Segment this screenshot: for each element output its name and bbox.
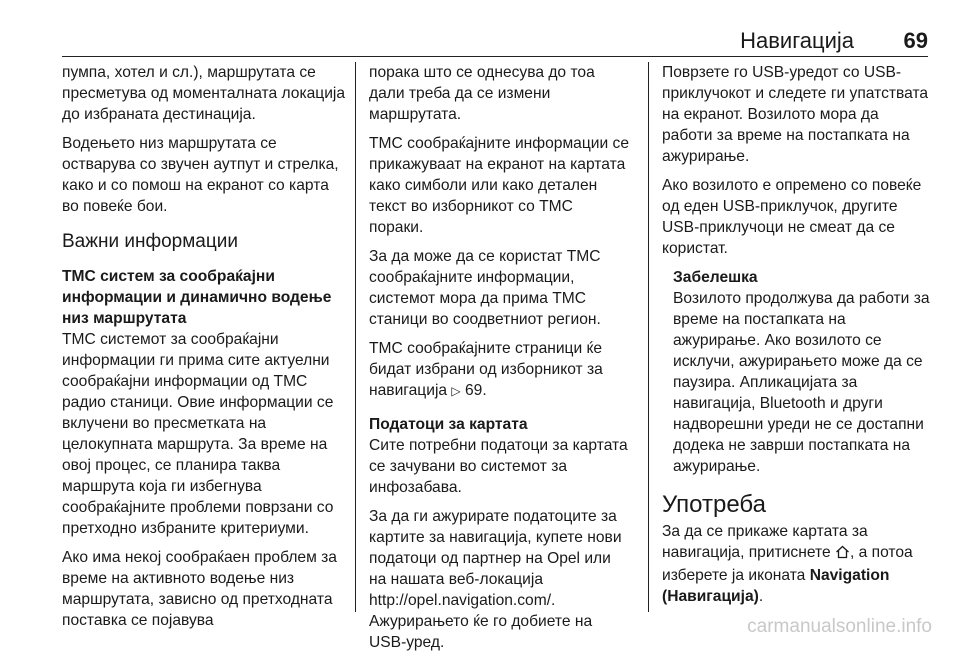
column-3	[662, 62, 930, 614]
column-divider-2	[648, 62, 649, 612]
paragraph: Поврзете го USB-уредот со USB-приклучокот и следете ги упатствата на екранот. Возилото мора да работи за време на постапката на ажурирање.	[662, 64, 929, 165]
menu-option-label: Navigation (Навигација)	[662, 567, 890, 605]
section-heading: Употреба	[662, 491, 766, 518]
page-title: Навигација	[740, 28, 854, 53]
page-header	[62, 24, 928, 54]
url-link[interactable]: http://opel.navigation.com/.	[369, 592, 556, 609]
page-number: 69	[903, 28, 928, 53]
paragraph-text: За да се прикаже картата за навигација, притиснете	[662, 523, 868, 561]
note-title: Забелешка	[673, 269, 758, 286]
note-box	[662, 267, 930, 477]
paragraph: TMC системот за сообраќајни информации ги прима сите актуелни сообраќајни информации од TMC радио станици. Овие информации се вклучени во пресметката на целокупната маршрута. За време на овој процес, се планира таква маршрута која ги избегнува сообраќајните проблеми поврзани со претходно избраните критериуми.	[62, 331, 334, 537]
page-reference[interactable]: 69.	[465, 382, 487, 399]
page-reference-arrow-icon: ▷	[451, 384, 461, 398]
paragraph-text: .	[758, 588, 764, 605]
paragraph: Водењето низ маршрутата се остварува со звучен аутпут и стрелка, како и со помош на екранот со карта во повеќе бои.	[62, 135, 339, 215]
subsection-heading: TMC систем за сообраќајни информации и динамично водење низ маршрутата	[62, 268, 332, 327]
watermark: carmanualsonline.info	[747, 616, 932, 637]
note-text: Возилото продолжува да работи за време на постапката на ажурирање. Ако возилото се исклучи, ажурирањето може да се паузира. Апликацијата за навигација, Bluetooth и други надворешни уреди не се достапни додека не заврши постапката на ажурирање.	[673, 290, 930, 475]
paragraph: порака што се однесува до тоа дали треба да се измени маршрутата.	[369, 64, 595, 123]
paragraph-text: TMC сообраќајните страници ќе бидат избрани од изборникот за навигација	[369, 340, 603, 399]
paragraph: Ако возилото е опремено со повеќе од еден USB-приклучок, другите USB-приклучоци не смеат да се користат.	[662, 177, 922, 257]
paragraph	[369, 338, 631, 402]
paragraph-text: Ажурирањето ќе го добиете на USB-уред.	[369, 613, 593, 651]
paragraph-text: , а потоа изберете ја иконата	[662, 544, 913, 584]
paragraph: пумпа, хотел и сл.), маршрутата се пресметува од моменталната локација до избраната дестинација.	[62, 64, 346, 123]
paragraph: Ако има некој сообраќаен проблем за време на активното водење низ маршрутата, зависно од претходната поставка се појавува	[62, 549, 337, 629]
paragraph	[369, 506, 631, 653]
subsection-heading: Податоци за картата	[369, 416, 528, 433]
home-icon	[835, 544, 850, 565]
paragraph: Сите потребни податоци за картата се зачувани во системот за инфозабава.	[369, 437, 628, 496]
column-2	[369, 62, 631, 651]
paragraph-text: За да ги ажурирате податоците за картите за навигација, купете нови податоци од партнер на Opel или на нашата веб-локација	[369, 508, 622, 588]
paragraph: TMC сообраќајните информации се прикажуваат на екранот на картата како симболи или како детален текст во изборникот со TMC пораки.	[369, 135, 629, 236]
paragraph: За да може да се користат TMC сообраќајните информации, системот мора да прима TMC станици во соодветниот регион.	[369, 248, 601, 328]
header-rule	[62, 56, 928, 57]
column-1	[62, 62, 346, 629]
column-divider-1	[355, 62, 356, 612]
paragraph	[662, 521, 930, 607]
section-heading: Важни информации	[62, 231, 238, 252]
